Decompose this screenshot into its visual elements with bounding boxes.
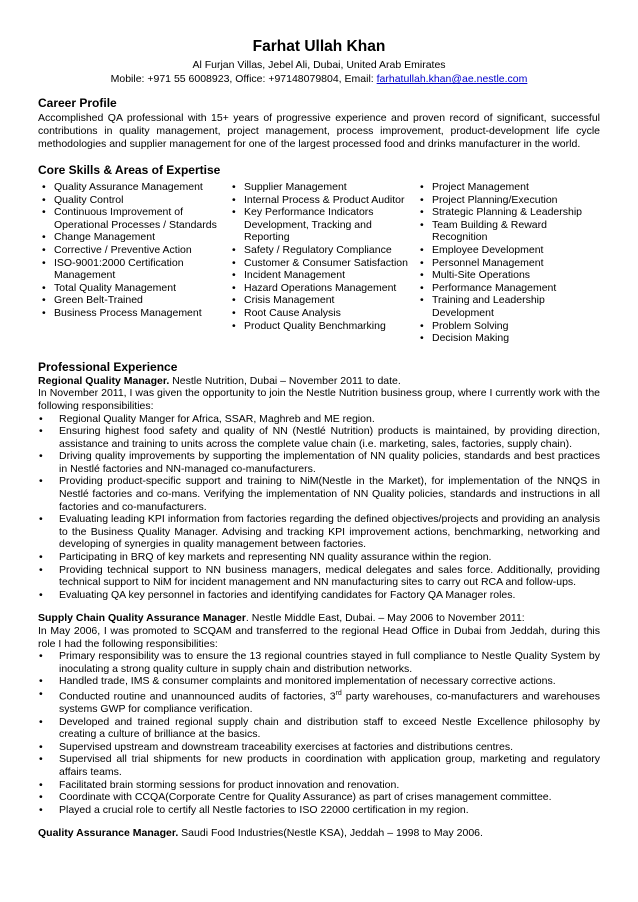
skill-item: • Business Process Management <box>38 307 228 320</box>
skill-item: • Employee Development <box>416 244 600 257</box>
duty-item: • Evaluating QA key personnel in factories and identifying candidates for Factory QA Manager roles. <box>38 589 600 602</box>
duty-item: • Ensuring highest food safety and quality of NN (Nestlé Nutrition) products is maintained, by providing direction, assistance and training to units across the complete value chain (i.e. marketing, sales, factories, supply chain). <box>38 425 600 450</box>
skills-columns <box>38 181 600 345</box>
duty-item: • Primary responsibility was to ensure the 13 regional countries stayed in full compliance to Nestle Quality System by inoculating a strong quality culture in supply chain and distribution networks. <box>38 650 600 675</box>
skill-item: • Green Belt-Trained <box>38 294 228 307</box>
skill-item: • Continuous Improvement of Operational Processes / Standards <box>38 206 228 231</box>
job-2-duties <box>38 650 600 816</box>
skill-item: • Hazard Operations Management <box>228 282 416 295</box>
address: Al Furjan Villas, Jebel Ali, Dubai, United Arab Emirates <box>192 59 446 71</box>
contact-line <box>38 72 600 86</box>
skill-item: • Quality Control <box>38 194 228 207</box>
job-1-title: Regional Quality Manager. <box>38 374 170 387</box>
duty-item: • Played a crucial role to certify all Nestle factories to ISO 22000 certification in my region. <box>38 804 600 817</box>
job-1-meta: Nestle Nutrition, Dubai – November 2011 to date. <box>169 374 401 387</box>
job-1-duties <box>38 413 600 602</box>
duty-item: • Coordinate with CCQA(Corporate Centre for Quality Assurance) as part of crises management committee. <box>38 791 600 804</box>
job-1-header <box>38 375 600 388</box>
skills-column-3 <box>416 181 600 345</box>
job-2-intro: In May 2006, I was promoted to SCQAM and transferred to the regional Head Office in Dubai from Jeddah, during this role I had the following responsibilities: <box>38 625 600 650</box>
skill-item: • Performance Management <box>416 282 600 295</box>
contact-text: Mobile: +971 55 6008923, Office: +97148079804, Email: <box>110 73 377 85</box>
career-profile-text: Accomplished QA professional with 15+ years of progressive experience and proven record of significant, successful contributions in quality management, project management, process improvement, product-development life cycle methodologies and supplier management for one of the largest processed food and drinks manufacturer in the world. <box>38 112 600 150</box>
skill-item: • Project Planning/Execution <box>416 194 600 207</box>
duty-item: • Conducted routine and unannounced audits of factories, 3rd party warehouses, co-manufacturers and warehouses systems GWP for compliance verification. <box>38 688 600 716</box>
skills-column-1 <box>38 181 228 345</box>
duty-item: • Participating in BRQ of key markets and representing NN quality assurance within the region. <box>38 551 600 564</box>
skill-item: • Decision Making <box>416 332 600 345</box>
experience-heading: Professional Experience <box>38 359 178 374</box>
skills-heading: Core Skills & Areas of Expertise <box>38 163 221 177</box>
career-profile-heading: Career Profile <box>38 96 117 110</box>
duty-item: • Providing technical support to NN business managers, medical delegates and sales force. Additionally, providing technical support to NiM for incident management and NN manufacturing sites to carry out RCA and follow-ups. <box>38 564 600 589</box>
skill-item: • Safety / Regulatory Compliance <box>228 244 416 257</box>
job-1-intro: In November 2011, I was given the opportunity to join the Nestle Nutrition business group, where I currently work with the following responsibilities: <box>38 387 600 412</box>
job-2-header <box>38 612 600 625</box>
job-3-header <box>38 827 600 840</box>
job-2-title: Supply Chain Quality Assurance Manager <box>38 612 246 625</box>
duty-item: • Regional Quality Manger for Africa, SSAR, Maghreb and ME region. <box>38 413 600 426</box>
skill-item: • Problem Solving <box>416 320 600 333</box>
duty-item: • Developed and trained regional supply chain and distribution staff to exceed Nestle Excellence philosophy by creating a culture of brilliance at the basics. <box>38 716 600 741</box>
skills-column-2 <box>228 181 416 345</box>
duty-item: • Supervised upstream and downstream traceability exercises at factories and distributions centres. <box>38 741 600 754</box>
skill-item: • Key Performance Indicators Development, Tracking and Reporting <box>228 206 416 244</box>
skill-item: • Team Building & Reward Recognition <box>416 219 600 244</box>
duty-item: • Providing product-specific support and training to NiM(Nestle in the Market), for implementation of the NNQS in Nestlé factories and co-mans. Verifying the implementation of NN Quality policies, standards and instructions in all factories and co-manufacturers. <box>38 475 600 513</box>
resume-page <box>38 0 600 840</box>
skill-item: • Change Management <box>38 231 228 244</box>
skill-item: • Project Management <box>416 181 600 194</box>
job-3-title: Quality Assurance Manager. <box>38 827 179 840</box>
skill-item: • Incident Management <box>228 269 416 282</box>
skill-item: • Supplier Management <box>228 181 416 194</box>
skill-item: • Customer & Consumer Satisfaction <box>228 257 416 270</box>
skill-item: • Multi-Site Operations <box>416 269 600 282</box>
job-2-meta: . Nestle Middle East, Dubai. – May 2006 to November 2011: <box>245 612 525 625</box>
candidate-name: Farhat Ullah Khan <box>252 38 386 55</box>
skill-item: • Training and Leadership Development <box>416 294 600 319</box>
job-3-meta: Saudi Food Industries(Nestle KSA), Jeddah – 1998 to May 2006. <box>178 827 483 840</box>
skill-item: • Total Quality Management <box>38 282 228 295</box>
skill-item: • Strategic Planning & Leadership <box>416 206 600 219</box>
duty-item: • Supervised all trial shipments for new products in coordination with application group, marketing and regulatory affairs teams. <box>38 753 600 778</box>
email-link[interactable]: farhatullah.khan@ae.nestle.com <box>376 73 528 85</box>
duty-item: • Driving quality improvements by supporting the implementation of NN quality policies, standards and best practices in Nestlé factories and NN-managed co-manufacturers. <box>38 450 600 475</box>
skill-item: • Product Quality Benchmarking <box>228 320 416 333</box>
skill-item: • ISO-9001:2000 Certification Management <box>38 257 228 282</box>
skill-item: • Crisis Management <box>228 294 416 307</box>
skill-item: • Quality Assurance Management <box>38 181 228 194</box>
skill-item: • Root Cause Analysis <box>228 307 416 320</box>
skill-item: • Corrective / Preventive Action <box>38 244 228 257</box>
duty-item: • Evaluating leading KPI information from factories regarding the defined objectives/projects and providing an analysis to the Business Quality Manager. Advising and tracking KPI improvement actions, benchmarking, networking and developing of synergies in quality management between factories. <box>38 513 600 551</box>
duty-item: • Facilitated brain storming sessions for product innovation and renovation. <box>38 779 600 792</box>
skill-item: • Personnel Management <box>416 257 600 270</box>
skill-item: • Internal Process & Product Auditor <box>228 194 416 207</box>
duty-item: • Handled trade, IMS & consumer complaints and monitored implementation of necessary corrective actions. <box>38 675 600 688</box>
